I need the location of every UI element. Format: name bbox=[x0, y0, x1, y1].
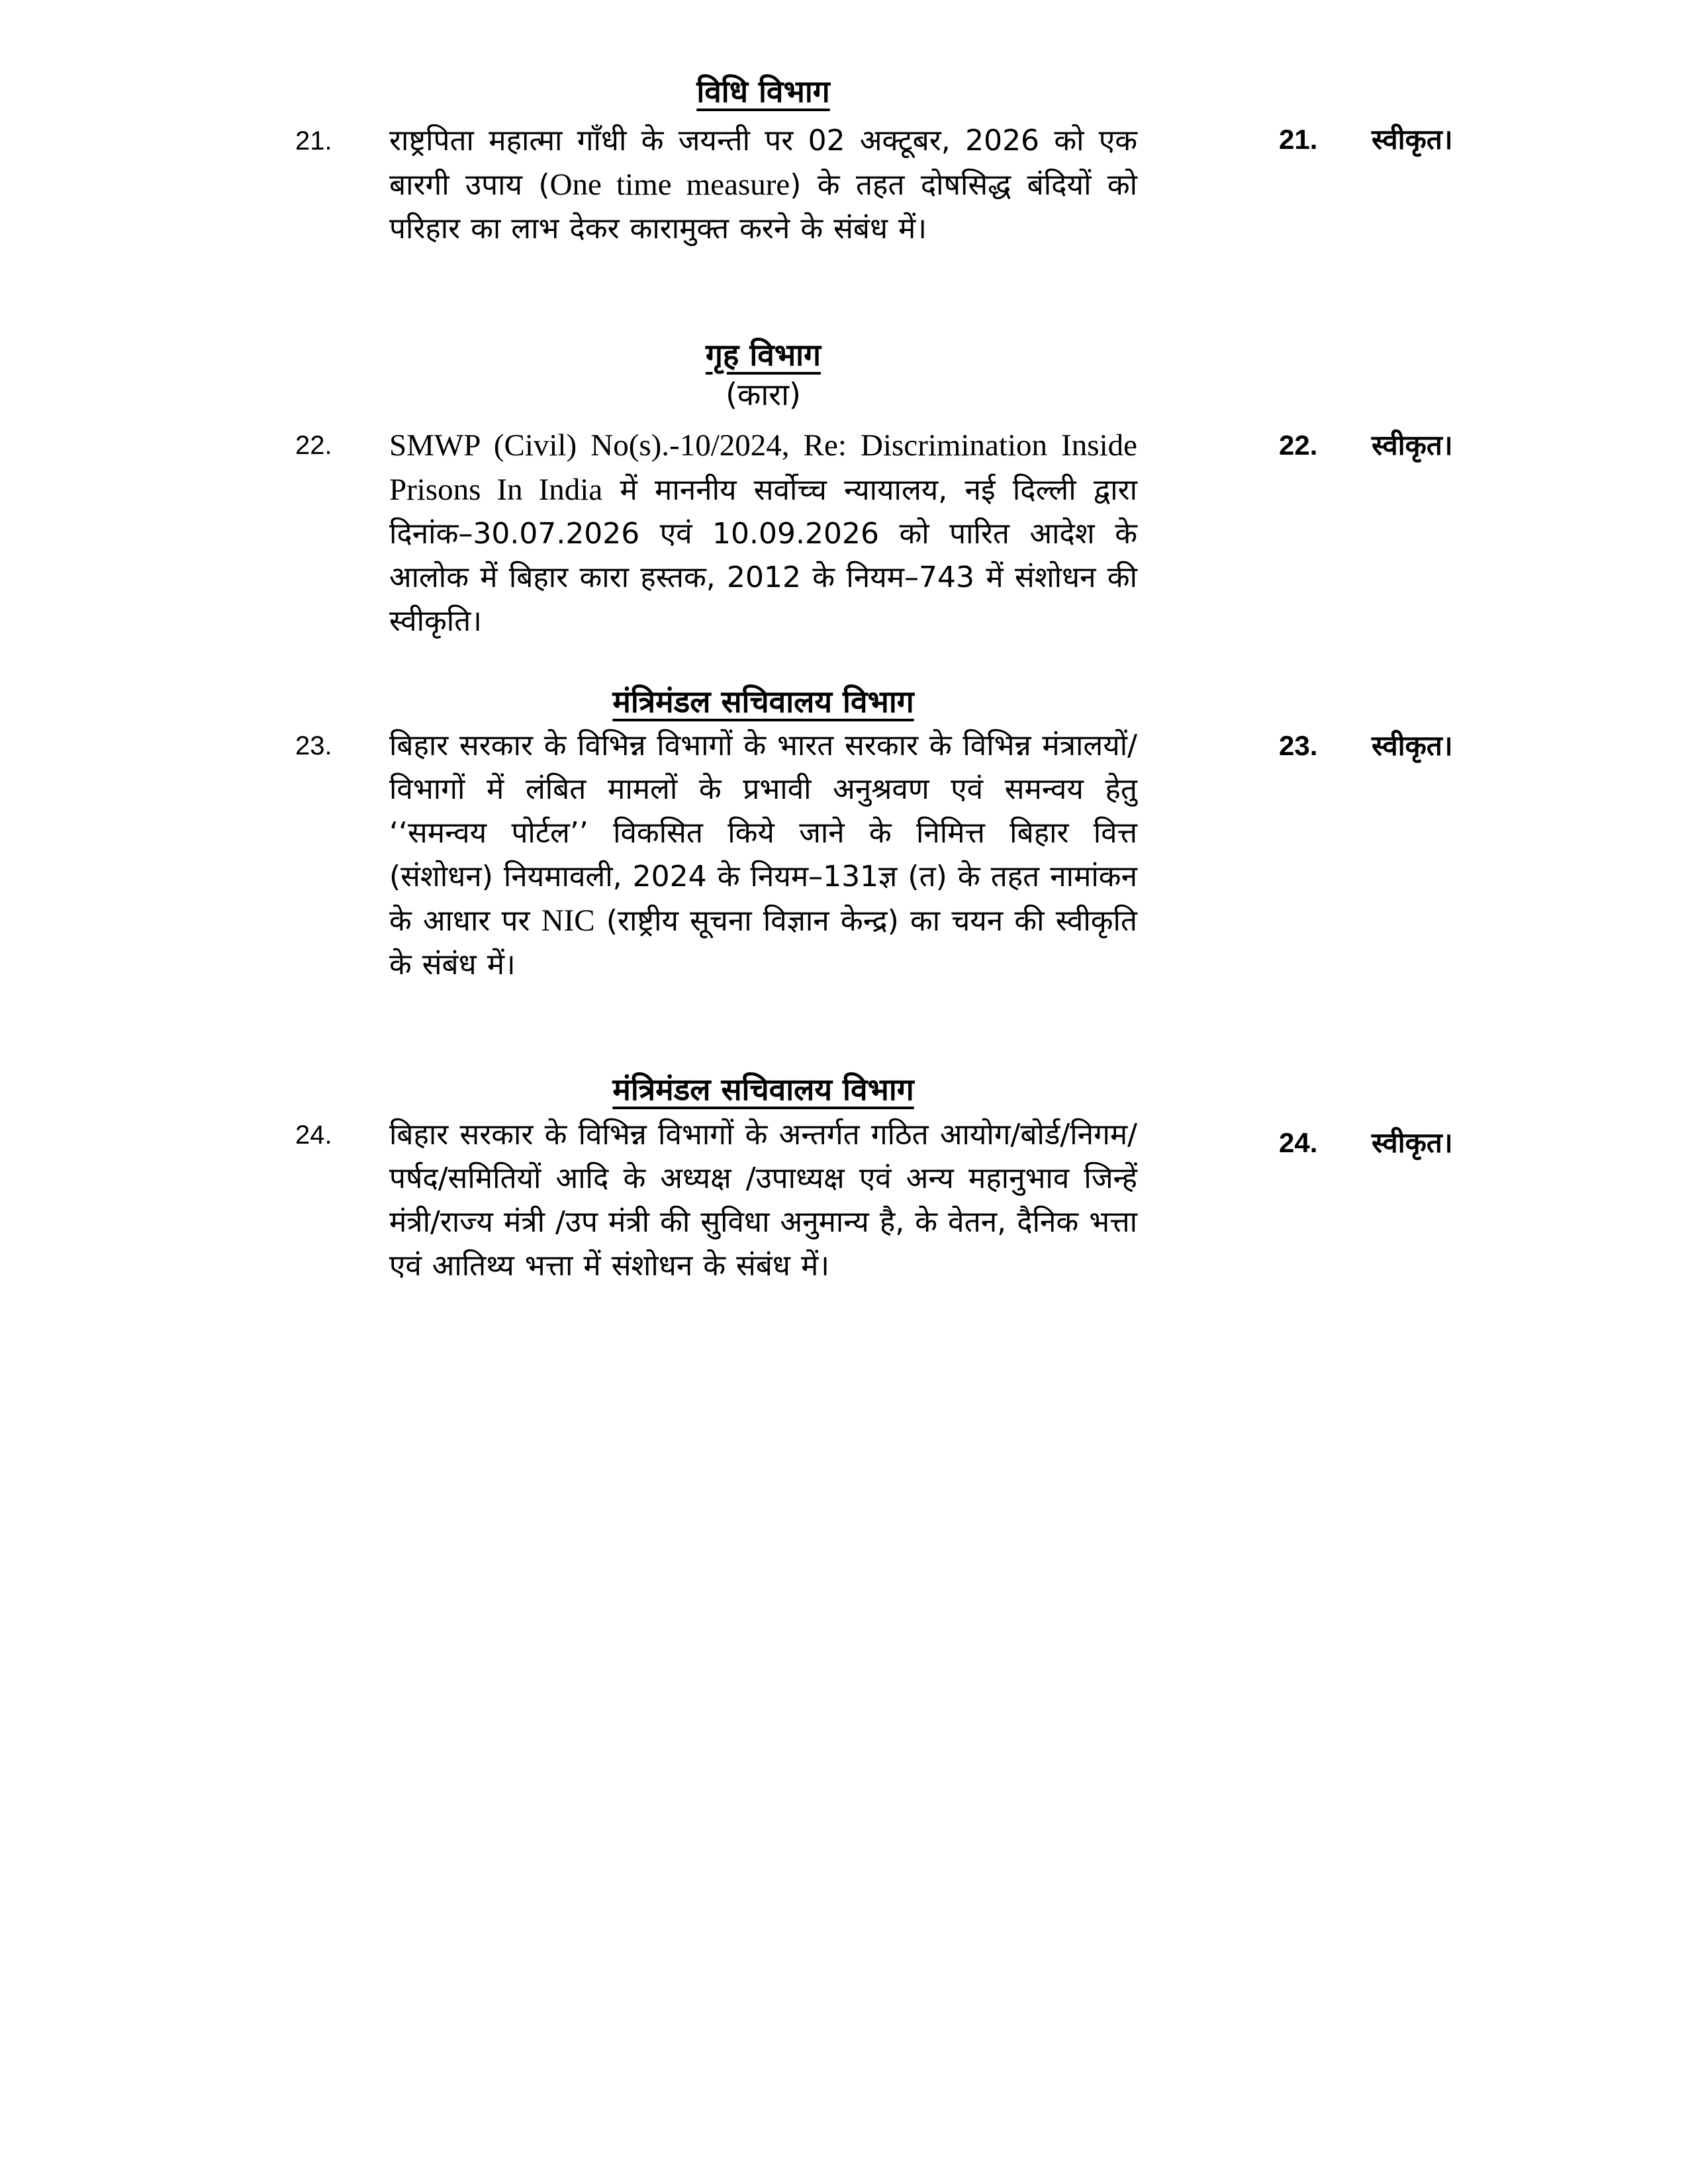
department-subname: (कारा) bbox=[726, 377, 801, 412]
department-heading bbox=[389, 682, 1137, 721]
item-text-part: (राष्ट्रीय सूचना विज्ञान केन्द्र) का चयन की स्वीकृति के संबंध में। bbox=[389, 904, 1137, 981]
decision-status: स्वीकृत। bbox=[1372, 429, 1453, 461]
department-name: मंत्रिमंडल सचिवालय विभाग bbox=[612, 1071, 914, 1107]
item-text-part: बिहार सरकार के विभिन्न विभागों के भारत सरकार के विभिन्न मंत्रालयों/विभागों में लंबित मामलों के प्रभावी अनुश्रवण एवं समन्वय हेतु ‘‘समन्वय पोर्टल’’ विकसित किये जाने के निमित्त बिहार वित्त (संशोधन) नियमावली, 2024 के नियम–131ज्ञ (त) के तहत नामांकन के आधार पर bbox=[389, 729, 1137, 938]
item-text-part: One time measure bbox=[549, 167, 790, 202]
item-number: 24. bbox=[295, 1120, 332, 1150]
decision-entry bbox=[1279, 424, 1453, 467]
decision-status: स्वीकृत। bbox=[1372, 1126, 1453, 1159]
department-heading bbox=[389, 1069, 1137, 1109]
item-text-part: SMWP (Civil) No(s).-10/2024, Re: Discrimination Inside Prisons In India bbox=[389, 428, 1137, 507]
department-name: विधि विभाग bbox=[696, 73, 830, 109]
item-number: 21. bbox=[295, 126, 332, 156]
decision-number: 24. bbox=[1279, 1127, 1318, 1158]
item-text-part: ) के तहत दोषसिद्ध बंदियों को परिहार का लाभ देकर कारामुक्त करने के संबंध में। bbox=[389, 168, 1138, 246]
item-description bbox=[389, 1113, 1137, 1288]
decision-entry bbox=[1279, 1121, 1453, 1165]
decision-number: 23. bbox=[1279, 730, 1318, 761]
item-text-part: राष्ट्रपिता महात्मा गाँधी के जयन्ती पर 02 अक्टूबर, 2026 को एक बारगी उपाय ( bbox=[389, 124, 1137, 202]
decision-status: स्वीकृत। bbox=[1372, 729, 1453, 762]
department-heading bbox=[389, 71, 1137, 111]
department-heading bbox=[389, 335, 1137, 414]
decision-status: स्वीकृत। bbox=[1372, 123, 1453, 156]
item-number: 22. bbox=[295, 431, 332, 460]
decision-number: 22. bbox=[1279, 430, 1318, 461]
item-text-part: NIC bbox=[541, 903, 595, 938]
item-description bbox=[389, 724, 1137, 987]
item-description bbox=[389, 424, 1137, 643]
item-description bbox=[389, 119, 1137, 251]
department-name: मंत्रिमंडल सचिवालय विभाग bbox=[612, 684, 914, 719]
item-text-part: बिहार सरकार के विभिन्न विभागों के अन्तर्गत गठित आयोग/बोर्ड/निगम/पर्षद/समितियों आदि के अध्यक्ष /उपाध्यक्ष एवं अन्य महानुभाव जिन्हें मंत्री/राज्य मंत्री /उप मंत्री की सुविधा अनुमान्य है, के वेतन, दैनिक भत्ता एवं आतिथ्य भत्ता में संशोधन के संबंध में। bbox=[389, 1118, 1137, 1283]
decision-number: 21. bbox=[1279, 124, 1318, 155]
department-name: गृह विभाग bbox=[706, 337, 821, 373]
decision-entry bbox=[1279, 724, 1453, 768]
item-text-part: में माननीय सर्वोच्च न्यायालय, नई दिल्ली द्वारा दिनांक–30.07.2026 एवं 10.09.2026 को पारित आदेश के आलोक में बिहार कारा हस्तक, 2012 के नियम–743 में संशोधन की स्वीकृति। bbox=[389, 473, 1138, 638]
decision-entry bbox=[1279, 118, 1453, 161]
item-number: 23. bbox=[295, 731, 332, 760]
